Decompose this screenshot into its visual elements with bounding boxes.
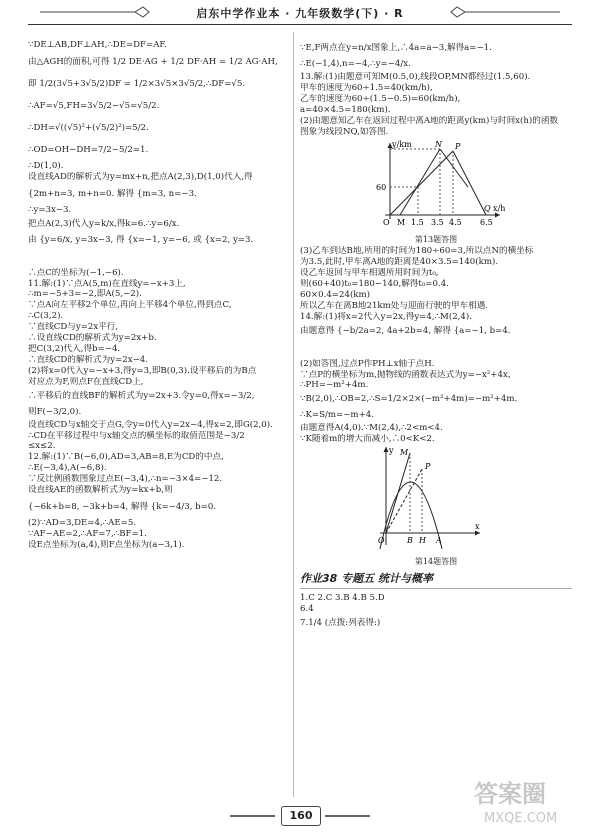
section-title: 作业38 专题五 统计与概率 — [300, 574, 572, 589]
text-line: 图象为线段NQ,如答图. — [300, 126, 389, 137]
text-line: (2)∵AD=3,DE=4,∴AE=5. — [28, 517, 137, 528]
text-line: ∴CD在平移过程中与x轴交点的横坐标的取值范围是−3/2 — [28, 430, 245, 441]
text-line: ∴直线CD的解析式为y=2x−4. — [28, 354, 148, 365]
header-rule — [28, 24, 572, 25]
text-line: ∵点A向左平移2个单位,再向上平移4个单位,得到点C, — [28, 300, 232, 311]
text-line: 则(60+40)t₀=180−140,解得t₀=0.4. — [300, 278, 449, 289]
text-line: ∵B(2,0),∴OB=2,∴S=1/2×2×(−m²+4m)=−m²+4m. — [300, 394, 518, 405]
fig13-tick-6-5: 6.5 — [480, 218, 493, 228]
text-line: ∴y=3x−3. — [28, 204, 72, 215]
text-line: 13.解:(1)由题意可知M(0.5,0),线段OP,MN都经过(1.5,60). — [300, 72, 531, 82]
fig14-label-h: H — [419, 536, 426, 546]
text-line: (2)由题意知乙车在返回过程中离A地的距离y(km)与时间x(h)的函数 — [300, 115, 559, 126]
fig13-point-p: P — [455, 142, 461, 152]
text-line: 由△AGH的面积,可得 1/2 DE·AG + 1/2 DF·AH = 1/2 AG·AH, — [28, 56, 278, 67]
text-line: 1.C 2.C 3.B 4.B 5.D — [300, 592, 385, 603]
text-line: 乙车的速度为60÷(1.5−0.5)=60(km/h), — [300, 93, 461, 104]
text-line: 11.解:(1)∵点A(5,m)在直线y=−x+3上, — [28, 278, 186, 289]
text-line: ∴设直线CD的解析式为y=2x+b. — [28, 333, 157, 344]
fig14-ylabel: y — [389, 446, 394, 456]
text-line: 所以乙车在离B地21km处与迎面行驶的甲车相遇. — [300, 300, 489, 311]
fig13-tick-1-5: 1.5 — [411, 218, 424, 228]
text-line: 为3.5,此时,甲车离A地的距离是40×3.5=140(km). — [300, 257, 499, 268]
text-line: (2)如答图,过点P作PH⊥x轴于点H. — [300, 358, 435, 369]
text-line: ∴点C的坐标为(−1,−6). — [28, 267, 124, 278]
text-line: ∴C(3,2). — [28, 311, 64, 322]
text-line: 设乙车返回与甲车相遇所用时间为t₀, — [300, 268, 439, 279]
text-line: ∵反比例函数图象过点E(−3,4),∴n=−3×4=−12. — [28, 474, 223, 485]
figure-13 — [300, 137, 572, 246]
text-line: 即 1/2(3√5+3√5/2)DF = 1/2×3√5×3√5/2,∴DF=√5. — [28, 78, 246, 89]
page-header — [0, 0, 600, 32]
text-line: (3)乙车到达B地,所用的时间为180÷60=3,所以点N的横坐标 — [300, 246, 534, 257]
fig14-xlabel: x — [475, 522, 480, 532]
text-line: 设直线AD的解析式为y=mx+n,把点A(2,3),D(1,0)代入,得 — [28, 171, 253, 182]
fig13-tick-3-5: 3.5 — [431, 218, 444, 228]
svg-text:MXQE.COM: MXQE.COM — [484, 811, 558, 826]
figure-14-caption: 第14题答图 — [414, 557, 458, 567]
text-line: {−6k+b=8, −3k+b=4, 解得 {k=−4/3, b=0. — [28, 501, 217, 512]
text-line: ∴K=S/m=−m+4. — [300, 410, 374, 421]
text-line: 把点A(2,3)代入y=k/x,得k=6.∴y=6/x. — [28, 218, 180, 229]
right-column — [300, 40, 572, 631]
text-line: ∴E(−3,4),A(−6,8). — [28, 463, 107, 474]
fig13-ylabel: y/km — [392, 140, 412, 150]
text-line: (2)将x=0代入y=−x+3,得y=3,即B(0,3).设平移后的为B点 — [28, 365, 257, 376]
text-line: ∴DH=√((√5)²+(√5/2)²)=5/2. — [28, 122, 149, 133]
fig13-tick-4-5: 4.5 — [449, 218, 462, 228]
text-line: ∵E,F两点在y=n/x图象上,∴4a=a−3,解得a=−1. — [300, 43, 492, 53]
fig13-xlabel: x/h — [493, 204, 506, 214]
figure-14 — [300, 445, 572, 568]
fig14-label-o: O — [378, 536, 385, 546]
text-line: 设E点坐标为(a,4),则F点坐标为(a−3,1). — [28, 539, 185, 550]
right-mid-lines — [300, 246, 572, 445]
fig14-label-p: P — [425, 462, 431, 472]
text-line: 则F(−3/2,0). — [28, 406, 82, 417]
right-top-lines — [300, 40, 572, 137]
svg-text:答案圈: 答案圈 — [474, 780, 546, 808]
text-line: ∴平移后的直线BF的解析式为y=2x+3.令y=0,得x=−3/2, — [28, 390, 255, 401]
text-line: ∴OD=OH−DH=7/2−5/2=1. — [28, 144, 149, 155]
page-number-rule-left — [230, 815, 275, 817]
text-line: 由题意得A(4,0).∵M(2,4),∴2<m<4. — [300, 423, 443, 434]
header-ornament-right-icon — [450, 6, 560, 18]
right-bottom-lines — [300, 593, 572, 631]
text-line: ∵AF−AE=2,∴AF=7,∴BF=1. — [28, 528, 147, 539]
figure-14-graph — [300, 445, 572, 551]
text-line: 甲车的速度为60÷1.5=40(km/h), — [300, 82, 433, 93]
text-line: 14.解:(1)将x=2代入y=2x,得y=4,∴M(2,4). — [300, 311, 472, 322]
fig13-point-q: Q — [484, 204, 491, 214]
text-line: ∵K随着m的增大而减小,∴0<K<2. — [300, 434, 435, 445]
text-line: 对应点为F,则点F在直线CD上, — [28, 376, 144, 387]
text-line: 12.解:(1)∵B(−6,0),AD=3,AB=8,E为CD的中点, — [28, 452, 224, 463]
fig13-tick-o: O — [383, 218, 390, 228]
page-number: 160 — [281, 806, 321, 826]
text-line: 由 {y=6/x, y=3x−3, 得 {x=−1, y=−6, 或 {x=2, y=3. — [28, 234, 254, 245]
text-line: 60×0.4=24(km) — [300, 289, 371, 300]
fig13-point-n: N — [435, 140, 442, 150]
text-line: a=40×4.5=180(km). — [300, 104, 391, 115]
text-line: 6.4 — [300, 603, 314, 614]
watermark-logo-icon — [470, 770, 590, 830]
text-line: ≤x≤2. — [28, 441, 56, 452]
text-line: ∴PH=−m²+4m. — [300, 380, 369, 391]
text-line: ∵直线CD与y=2x平行, — [28, 322, 119, 333]
fig13-tick-y: 60 — [376, 183, 387, 193]
text-line: ∴D(1,0). — [28, 160, 64, 171]
fig14-label-b: B — [407, 536, 413, 546]
fig14-label-m: M — [400, 448, 409, 458]
figure-13-caption: 第13题答图 — [414, 235, 458, 245]
text-line: ∵DE⊥AB,DF⊥AH,∴DE=DF=AF. — [28, 40, 167, 50]
text-line: ∴E(−1,4),n=−4,∴y=−4/x. — [300, 59, 411, 69]
fig13-tick-m: M — [397, 218, 406, 228]
header-title: 启东中学作业本 · 九年级数学(下) · R — [196, 7, 404, 20]
page-number-rule-right — [325, 815, 370, 817]
text-line: ∴m=−5+3=−2,即A(5,−2). — [28, 289, 142, 300]
text-line: 设直线AE的函数解析式为y=kx+b,则 — [28, 485, 173, 496]
text-line: 由题意得 {−b/2a=2, 4a+2b=4, 解得 {a=−1, b=4. — [300, 325, 511, 336]
text-line: ∴AF=√5,FH=3√5/2−√5=√5/2. — [28, 100, 160, 111]
left-column — [28, 40, 288, 551]
text-line: 7.1/4 (点拨:列表得:) — [300, 617, 381, 628]
figure-13-graph — [300, 137, 572, 229]
text-line: ∵点P的横坐标为m,抛物线的函数表达式为y=−x²+4x, — [300, 369, 511, 380]
column-divider — [293, 32, 294, 797]
left-lines — [28, 40, 288, 551]
fig14-label-a: A — [436, 536, 442, 546]
text-line: 把C(3,2)代入,得b=−4. — [28, 343, 121, 354]
text-line: 设直线CD与x轴交于点G,令y=0代入y=2x−4,得x=2,即G(2,0). — [28, 419, 273, 430]
text-line: {2m+n=3, m+n=0. 解得 {m=3, n=−3. — [28, 188, 197, 199]
